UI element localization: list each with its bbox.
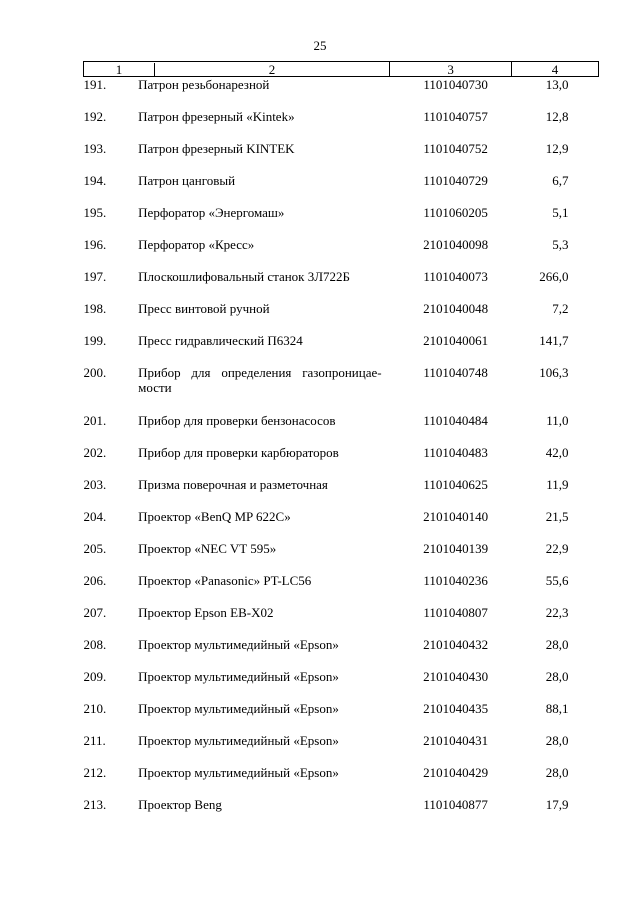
inventory-code: 2101040435: [423, 701, 489, 716]
header-col-2: 2: [268, 61, 276, 77]
table-body: [84, 77, 599, 830]
item-name: Проектор «Panasonic» PT-LC56: [138, 573, 312, 588]
table-header: [84, 62, 599, 77]
item-value: 21,5: [545, 509, 569, 524]
row-number: 196.: [83, 237, 107, 252]
row-number: 195.: [83, 205, 107, 220]
inventory-code: 2101040048: [423, 301, 489, 316]
row-number: 202.: [83, 445, 107, 460]
table-row: [84, 237, 599, 269]
row-number: 194.: [83, 173, 107, 188]
item-name: Патрон фрезерный KINTEK: [138, 141, 295, 156]
table-row: [84, 77, 599, 110]
row-number: 213.: [83, 797, 107, 812]
table-row: [84, 765, 599, 797]
inventory-code: 1101040757: [423, 109, 488, 124]
item-name: Призма поверочная и разметочная: [138, 477, 328, 492]
item-value: 7,2: [552, 301, 569, 316]
inventory-code: 1101040729: [423, 173, 488, 188]
inventory-code: 2101040139: [423, 541, 489, 556]
item-name: Пресс винтовой ручной: [138, 301, 270, 316]
table-row: [84, 637, 599, 669]
row-number: 200.: [83, 365, 107, 380]
table-row: [84, 573, 599, 605]
item-value: 11,9: [546, 477, 569, 492]
item-value: 266,0: [539, 269, 569, 284]
item-name: Проектор мультимедийный «Epson»: [138, 733, 339, 748]
table-row: [84, 733, 599, 765]
item-name: Прибор для проверки бензонасосов: [138, 413, 336, 428]
item-name: Прибор для определения газопроницае-мости: [138, 365, 382, 395]
item-value: 12,8: [545, 109, 569, 124]
row-number: 204.: [83, 509, 107, 524]
header-row: [84, 62, 599, 77]
table-row: [84, 109, 599, 141]
table-row: [84, 701, 599, 733]
inventory-code: 1101040748: [423, 365, 488, 380]
item-name: Проектор мультимедийный «Epson»: [138, 669, 339, 684]
item-value: 22,9: [545, 541, 569, 556]
item-value: 11,0: [546, 413, 569, 428]
row-number: 208.: [83, 637, 107, 652]
row-number: 205.: [83, 541, 107, 556]
table-row: [84, 541, 599, 573]
inventory-code: 2101040432: [423, 637, 489, 652]
table-row: [84, 141, 599, 173]
table-row: [84, 205, 599, 237]
row-number: 209.: [83, 669, 107, 684]
item-value: 28,0: [545, 637, 569, 652]
table-row: [84, 333, 599, 365]
inventory-code: 1101040484: [423, 413, 488, 428]
table-row: [84, 365, 599, 413]
row-number: 206.: [83, 573, 107, 588]
table-row: [84, 669, 599, 701]
item-value: 106,3: [539, 365, 569, 380]
item-value: 141,7: [539, 333, 569, 348]
inventory-code: 1101040752: [423, 141, 488, 156]
row-number: 198.: [83, 301, 107, 316]
table-row: [84, 477, 599, 509]
inventory-code: 1101060205: [423, 205, 488, 220]
item-value: 5,3: [552, 237, 569, 252]
item-name: Перфоратор «Энергомаш»: [138, 205, 285, 220]
inventory-code: 2101040140: [423, 509, 489, 524]
item-name: Плоскошлифовальный станок 3Л722Б: [138, 269, 351, 284]
item-name: Патрон резьбонарезной: [138, 77, 270, 92]
inventory-code: 2101040098: [423, 237, 489, 252]
table-row: [84, 269, 599, 301]
item-name: Проектор «NEC VT 595»: [138, 541, 277, 556]
header-col-3: 3: [390, 62, 512, 77]
item-value: 55,6: [545, 573, 569, 588]
inventory-code: 1101040483: [423, 445, 488, 460]
table-row: [84, 445, 599, 477]
row-number: 193.: [83, 141, 107, 156]
item-value: 42,0: [545, 445, 569, 460]
inventory-code: 2101040061: [423, 333, 489, 348]
item-value: 17,9: [545, 797, 569, 812]
table-row: [84, 797, 599, 829]
header-col-1-2: [84, 62, 390, 77]
item-name: Перфоратор «Кресс»: [138, 237, 255, 252]
item-name: Проектор мультимедийный «Epson»: [138, 765, 339, 780]
row-number: 197.: [83, 269, 107, 284]
item-name: Проектор Beng: [138, 797, 222, 812]
item-value: 5,1: [552, 205, 569, 220]
item-value: 28,0: [545, 669, 569, 684]
item-value: 28,0: [545, 733, 569, 748]
row-number: 199.: [83, 333, 107, 348]
inventory-code: 1101040236: [423, 573, 488, 588]
inventory-code: 1101040625: [423, 477, 488, 492]
row-number: 207.: [83, 605, 107, 620]
table-row: [84, 509, 599, 541]
item-value: 6,7: [552, 173, 569, 188]
item-name: Пресс гидравлический П6324: [138, 333, 303, 348]
item-value: 12,9: [545, 141, 569, 156]
row-number: 212.: [83, 765, 107, 780]
equipment-table: [83, 61, 599, 829]
inventory-code: 2101040429: [423, 765, 489, 780]
row-number: 191.: [83, 77, 107, 92]
item-name: Патрон цанговый: [138, 173, 236, 188]
inventory-code: 1101040877: [423, 797, 488, 812]
item-name: Проектор мультимедийный «Epson»: [138, 701, 339, 716]
row-number: 201.: [83, 413, 107, 428]
row-number: 210.: [83, 701, 107, 716]
inventory-code: 1101040073: [423, 269, 488, 284]
item-name: Проектор Epson EB-X02: [138, 605, 274, 620]
table-row: [84, 605, 599, 637]
item-name: Проектор «BenQ MP 622C»: [138, 509, 291, 524]
page-number: 25: [313, 38, 327, 53]
inventory-code: 2101040430: [423, 669, 489, 684]
item-name: Патрон фрезерный «Kintek»: [138, 109, 295, 124]
inventory-code: 2101040431: [423, 733, 489, 748]
inventory-code: 1101040730: [423, 77, 488, 92]
item-value: 22,3: [545, 605, 569, 620]
inventory-code: 1101040807: [423, 605, 488, 620]
table-row: [84, 173, 599, 205]
item-value: 28,0: [545, 765, 569, 780]
row-number: 192.: [83, 109, 107, 124]
item-name: Проектор мультимедийный «Epson»: [138, 637, 339, 652]
item-value: 88,1: [545, 701, 569, 716]
header-col-1: 1: [84, 63, 155, 76]
row-number: 211.: [83, 733, 106, 748]
header-col-4: 4: [512, 62, 599, 77]
item-value: 13,0: [545, 77, 569, 92]
item-name: Прибор для проверки карбюраторов: [138, 445, 339, 460]
row-number: 203.: [83, 477, 107, 492]
table-row: [84, 301, 599, 333]
table-row: [84, 413, 599, 445]
